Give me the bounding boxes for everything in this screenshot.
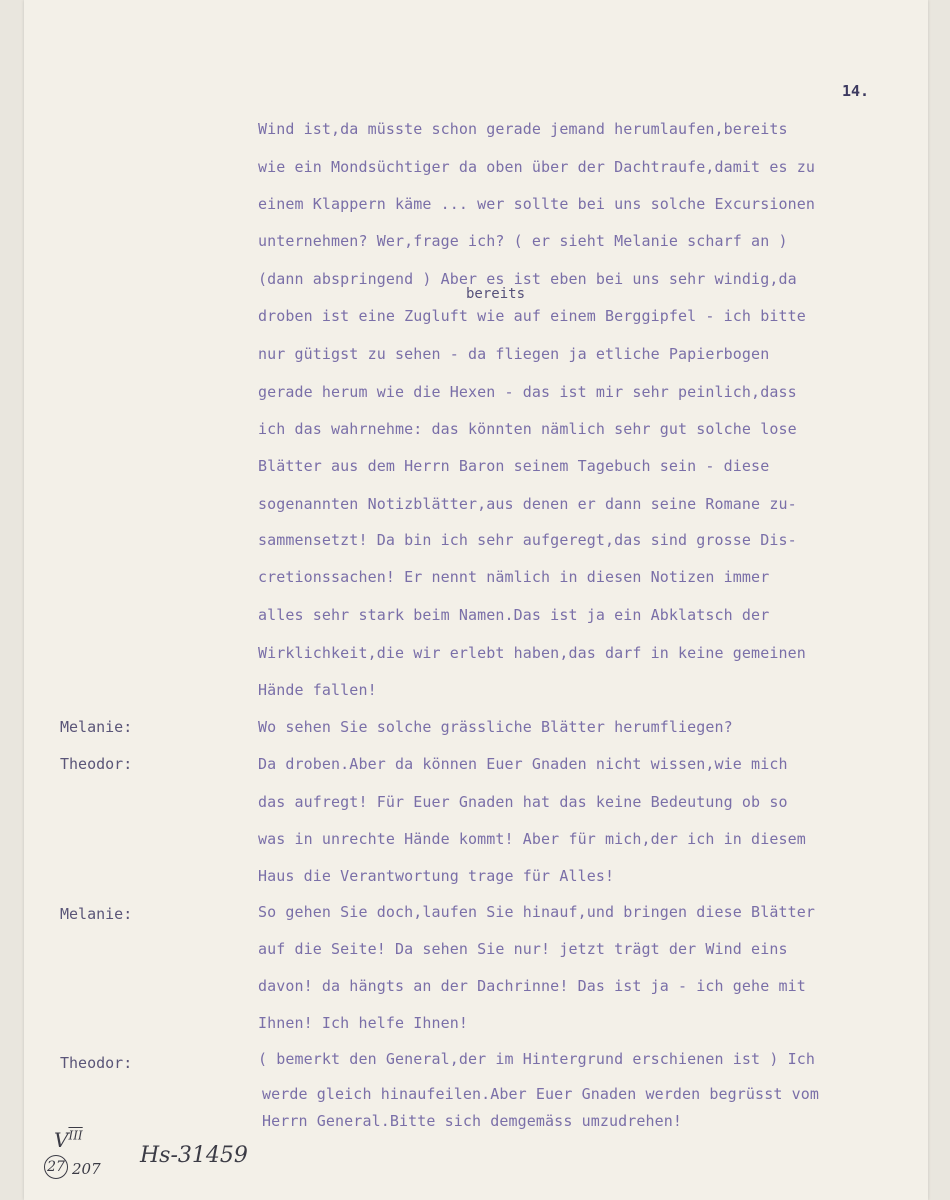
dialogue-line: was in unrechte Hände kommt! Aber für mich,der ich in diesem — [258, 830, 806, 848]
text-line: Blätter aus dem Herrn Baron seinem Tagebuch sein - diese — [258, 457, 770, 475]
text-line: gerade herum wie die Hexen - das ist mir sehr peinlich,dass — [258, 383, 797, 401]
text-line: unternehmen? Wer,frage ich? ( er sieht Melanie scharf an ) — [258, 232, 788, 250]
text-line: sammensetzt! Da bin ich sehr aufgeregt,das sind grosse Dis- — [258, 531, 797, 549]
text-line: alles sehr stark beim Namen.Das ist ja ein Abklatsch der — [258, 606, 770, 624]
document-page — [24, 0, 928, 1200]
speaker-theodor: Theodor: — [60, 1054, 133, 1072]
text-line: Hände fallen! — [258, 681, 377, 699]
text-line: wie ein Mondsüchtiger da oben über der Dachtraufe,damit es zu — [258, 158, 815, 176]
dialogue-line: Wo sehen Sie solche grässliche Blätter herumfliegen? — [258, 718, 733, 736]
dialogue-line: Herrn General.Bitte sich demgemäss umzudrehen! — [262, 1112, 683, 1130]
text-line: nur gütigst zu sehen - da fliegen ja etliche Papierbogen — [258, 345, 770, 363]
text-line: einem Klappern käme ... wer sollte bei uns solche Excursionen — [258, 195, 815, 213]
handwritten-shelfmark: Hs-31459 — [140, 1143, 248, 1168]
dialogue-line: ( bemerkt den General,der im Hintergrund erschienen ist ) Ich — [258, 1050, 815, 1068]
speaker-melanie: Melanie: — [60, 905, 133, 923]
dialogue-line: auf die Seite! Da sehen Sie nur! jetzt trägt der Wind eins — [258, 940, 788, 958]
text-line: droben ist eine Zugluft wie auf einem Berggipfel - ich bitte — [258, 307, 806, 325]
dialogue-line: Da droben.Aber da können Euer Gnaden nicht wissen,wie mich — [258, 755, 788, 773]
text-line: (dann abspringend ) Aber es ist eben bei uns sehr windig,da — [258, 270, 797, 288]
handwritten-circled-number: 27 — [44, 1155, 68, 1179]
interlinear-insertion: bereits — [466, 286, 526, 302]
dialogue-line: Ihnen! Ich helfe Ihnen! — [258, 1014, 469, 1032]
dialogue-line: Haus die Verantwortung trage für Alles! — [258, 867, 615, 885]
text-line: sogenannten Notizblätter,aus denen er dann seine Romane zu- — [258, 495, 797, 513]
dialogue-line: das aufregt! Für Euer Gnaden hat das keine Bedeutung ob so — [258, 793, 788, 811]
speaker-melanie: Melanie: — [60, 718, 133, 736]
text-line: cretionssachen! Er nennt nämlich in diesen Notizen immer — [258, 568, 770, 586]
handwritten-folio-number: 207 — [72, 1160, 101, 1178]
page-number: 14. — [842, 82, 870, 100]
text-line: Wirklichkeit,die wir erlebt haben,das darf in keine gemeinen — [258, 644, 806, 662]
dialogue-line: So gehen Sie doch,laufen Sie hinauf,und bringen diese Blätter — [258, 903, 815, 921]
speaker-theodor: Theodor: — [60, 755, 133, 773]
handwritten-volume-mark: $V^{\overline{III}}$ — [54, 1128, 83, 1152]
dialogue-line: davon! da hängts an der Dachrinne! Das ist ja - ich gehe mit — [258, 977, 806, 995]
dialogue-line: werde gleich hinaufeilen.Aber Euer Gnaden werden begrüsst vom — [262, 1085, 819, 1103]
text-line: Wind ist,da müsste schon gerade jemand herumlaufen,bereits — [258, 120, 788, 138]
text-line: ich das wahrnehme: das könnten nämlich sehr gut solche lose — [258, 420, 797, 438]
